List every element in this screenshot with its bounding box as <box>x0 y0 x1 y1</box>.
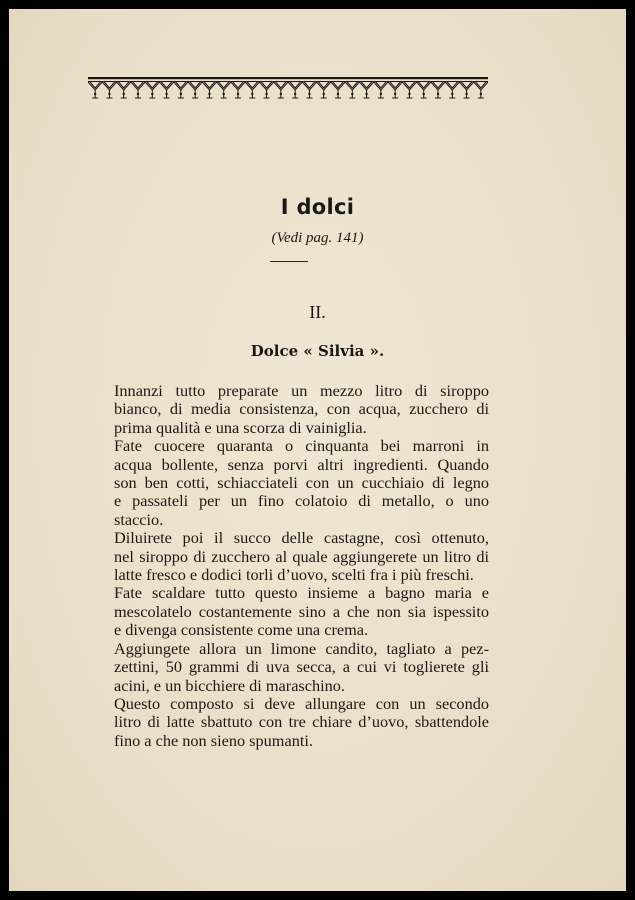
ornament-dot <box>294 93 296 95</box>
ornament-motif <box>388 82 402 98</box>
section-numeral: II. <box>309 302 326 322</box>
paragraph <box>89 529 489 584</box>
text-line: Innanzi tutto preparate un mezzo litro di siroppo <box>114 381 489 400</box>
text-line: Fate cuocere quaranta o cinquanta bei marroni in <box>114 436 489 456</box>
ornament-motif <box>117 82 131 98</box>
ornament-motif <box>259 82 273 98</box>
text-line: Questo composto si deve allungare con un secondo <box>114 693 489 713</box>
ornament-dot <box>94 93 96 95</box>
text-line: acqua bollente, senza porvi altri ingredienti. Quando <box>114 454 489 474</box>
text-line: bianco, di media consistenza, con acqua, zucchero di <box>114 399 489 419</box>
ornament-motif <box>445 82 459 98</box>
text-line: Fate scaldare tutto questo insieme a bagno maria e <box>114 583 489 603</box>
ornament-motif <box>359 82 373 98</box>
ornament-motif <box>459 82 473 98</box>
ornament-motif <box>374 82 388 98</box>
paragraph <box>89 695 489 750</box>
ornament-dot <box>265 93 267 95</box>
recipe-heading: Dolce « Silvia ». <box>250 342 385 360</box>
text-line: litro di latte sbattuto con tre chiare d’uovo, sbattendole <box>114 712 489 732</box>
ornament-dot <box>165 93 167 95</box>
ornament-motif <box>474 82 488 98</box>
text-line: Aggiungete allora un limone candito, tagliato a pez- <box>114 638 489 658</box>
page-reference: (Vedi pag. 141) <box>271 230 364 246</box>
text-line: e divenga consistente come una crema. <box>114 620 369 640</box>
ornament-dot <box>137 93 139 95</box>
ornament-motif <box>231 82 245 98</box>
ornament-dot <box>423 93 425 95</box>
paragraph <box>89 382 489 437</box>
ornament-motif <box>145 82 159 98</box>
paragraph <box>89 437 489 529</box>
ornament-dot <box>408 93 410 95</box>
ornament-dot <box>151 93 153 95</box>
ornament-dot <box>194 93 196 95</box>
decorative-ornament-band <box>88 77 488 101</box>
text-line: mescolatelo costantemente sino a che non sia ispessito <box>114 601 489 621</box>
ornament-motif <box>102 82 116 98</box>
ornament-motif <box>274 82 288 98</box>
text-line: Diluirete poi il succo delle castagne, così ottenuto, <box>114 528 489 548</box>
ornament-motif <box>88 82 102 98</box>
ornament-dot <box>123 93 125 95</box>
ornament-dot <box>237 93 239 95</box>
text-line: staccio. <box>114 509 164 529</box>
ornament-dot <box>180 93 182 95</box>
ornament-dot <box>394 93 396 95</box>
ornament-dot <box>480 93 482 95</box>
text-line: latte fresco e dodici torli d’uovo, scelti fra i più freschi. <box>114 565 474 585</box>
ornament-motif <box>174 82 188 98</box>
ornament-motif <box>331 82 345 98</box>
ornament-dot <box>108 93 110 95</box>
ornament-motif <box>188 82 202 98</box>
ornament-dot <box>365 93 367 95</box>
ornament-dot <box>308 93 310 95</box>
ornament-motif <box>202 82 216 98</box>
ornament-dot <box>465 93 467 95</box>
ornament-dot <box>351 93 353 95</box>
ornament-dot <box>208 93 210 95</box>
text-line: fino a che non sieno spumanti. <box>114 730 313 750</box>
text-line: e passateli per un fino colatoio di metallo, o uno <box>114 491 489 511</box>
ornament-dot <box>380 93 382 95</box>
recipe-body <box>89 382 489 750</box>
ornament-motif <box>431 82 445 98</box>
ornament-motif <box>302 82 316 98</box>
short-divider <box>270 261 308 262</box>
ornament-dot <box>451 93 453 95</box>
ornament-motif <box>217 82 231 98</box>
text-line: son ben cotti, schiacciateli con un cucchiaio di legno <box>114 473 489 493</box>
ornament-motif <box>159 82 173 98</box>
ornament-motif <box>417 82 431 98</box>
text-line: acini, e un bicchiere di maraschino. <box>114 675 346 695</box>
paragraph <box>89 640 489 695</box>
ornament-dot <box>223 93 225 95</box>
ornament-dot <box>251 93 253 95</box>
text-line: nel siroppo di zucchero al quale aggiungerete un litro di <box>114 546 489 566</box>
ornament-motif <box>131 82 145 98</box>
text-line: prima qualità e una scorza di vainiglia. <box>114 417 367 437</box>
chapter-title: I dolci <box>280 195 355 219</box>
ornament-dot <box>337 93 339 95</box>
book-page <box>9 9 626 891</box>
ornament-dot <box>323 93 325 95</box>
ornament-motif <box>345 82 359 98</box>
ornament-dot <box>437 93 439 95</box>
ornament-dot <box>280 93 282 95</box>
ornament-motif <box>288 82 302 98</box>
paragraph <box>89 584 489 639</box>
ornament-motif <box>402 82 416 98</box>
text-line: zettini, 50 grammi di uva secca, a cui vi toglierete gli <box>114 657 489 677</box>
ornament-motif <box>317 82 331 98</box>
ornament-motif <box>245 82 259 98</box>
